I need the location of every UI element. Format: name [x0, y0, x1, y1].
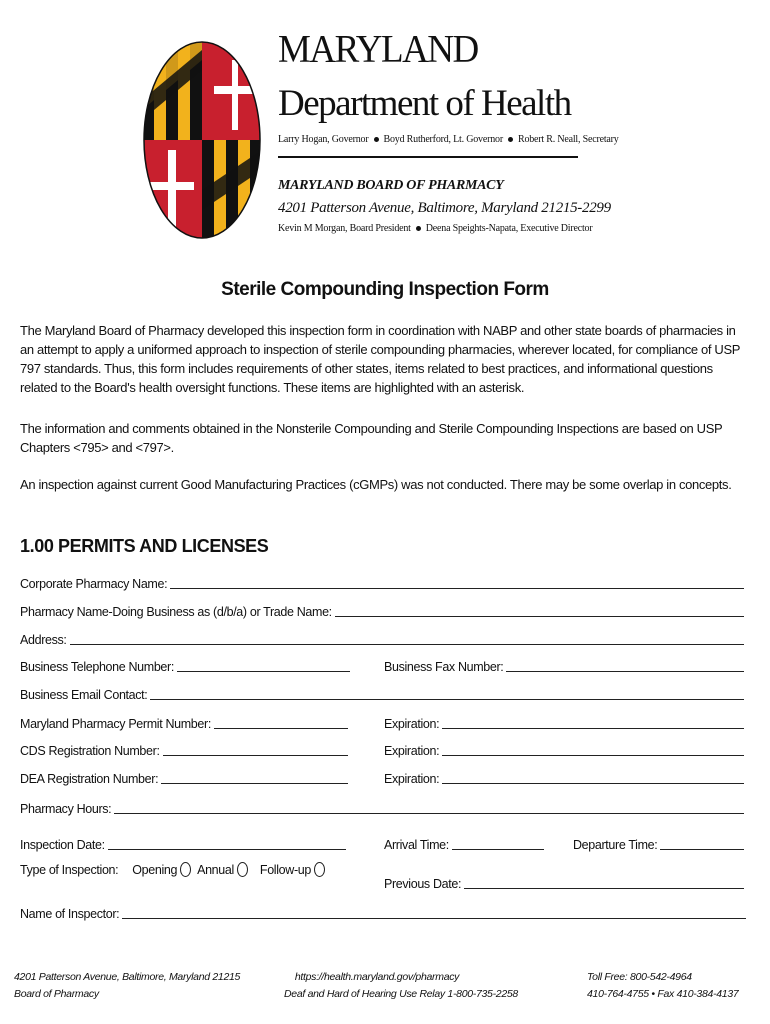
maryland-seal-logo	[142, 40, 262, 240]
field-label: Name of Inspector:	[20, 907, 120, 921]
bullet-icon	[374, 137, 379, 142]
field-label: Corporate Pharmacy Name:	[20, 577, 168, 591]
arrival-time-field[interactable]	[384, 832, 544, 852]
dba-name-input[interactable]	[335, 603, 744, 617]
field-label: Previous Date:	[384, 877, 462, 891]
inspection-type-follow-up[interactable]: Follow-up	[260, 862, 325, 877]
footer-relay: Deaf and Hard of Hearing Use Relay 1-800-735-2258	[284, 988, 518, 1000]
field-label: Business Fax Number:	[384, 660, 504, 674]
field-label: Business Email Contact:	[20, 688, 148, 702]
field-label: Business Telephone Number:	[20, 660, 174, 674]
governor: Larry Hogan, Governor	[278, 134, 369, 145]
previous-date-input[interactable]	[464, 875, 744, 889]
field-label: Address:	[20, 633, 67, 647]
inspector-field[interactable]	[20, 901, 746, 921]
fax-field[interactable]	[384, 654, 744, 674]
bullet-icon	[508, 137, 513, 142]
hours-input[interactable]	[114, 800, 744, 814]
footer-phone-fax: 410-764-4755 • Fax 410-384-4137	[587, 988, 739, 1000]
corporate-name-input[interactable]	[170, 575, 744, 589]
fax-input[interactable]	[506, 658, 744, 672]
radio-follow-up[interactable]	[314, 862, 325, 877]
radio-annual[interactable]	[237, 862, 248, 877]
footer-right	[587, 969, 738, 1003]
section-title: 1.00 PERMITS AND LICENSES	[20, 536, 269, 556]
field-label: CDS Registration Number:	[20, 744, 160, 758]
radio-opening[interactable]	[180, 862, 191, 877]
footer-address: 4201 Patterson Avenue, Baltimore, Maryland 21215	[14, 971, 241, 983]
field-label: Inspection Date:	[20, 838, 105, 852]
corporate-name-field[interactable]	[20, 571, 744, 591]
previous-date-field[interactable]	[384, 871, 744, 891]
intro-paragraph: The Maryland Board of Pharmacy developed this inspection form in coordination with NABP and other state boards of pharmacies in an attempt to apply a uniformed approach to inspection of sterile compounding pharmacies, wherever located, for compliance of USP 797 standards. Thus, this form includes requirements of other states, items related to best practices, and informational questions related to the Board's health oversight functions. These items are highlighted with an asterisk.	[20, 323, 740, 395]
cds-field[interactable]	[20, 738, 348, 758]
field-label: Departure Time:	[573, 838, 658, 852]
officials-line	[278, 134, 619, 145]
field-label: Expiration:	[384, 717, 440, 731]
field-label: Pharmacy Name-Doing Business as (d/b/a) or Trade Name:	[20, 605, 332, 619]
footer-toll-free: Toll Free: 800-542-4964	[587, 971, 692, 983]
inspection-type-annual[interactable]: Annual	[197, 862, 248, 877]
header-title: MARYLAND	[278, 27, 478, 71]
field-label: Expiration:	[384, 744, 440, 758]
hours-field[interactable]	[20, 796, 744, 816]
lt-governor: Boyd Rutherford, Lt. Governor	[383, 134, 503, 145]
footer-center	[284, 969, 518, 1003]
field-label: Type of Inspection:	[20, 862, 119, 877]
md-permit-input[interactable]	[214, 715, 348, 729]
header-divider	[278, 156, 578, 158]
departure-time-field[interactable]	[573, 832, 744, 852]
board-address: 4201 Patterson Avenue, Baltimore, Maryland 21215-2299	[278, 200, 611, 216]
inspection-date-field[interactable]	[20, 832, 346, 852]
address-input[interactable]	[70, 631, 744, 645]
header-subtitle: Department of Health	[278, 83, 571, 124]
field-label: Expiration:	[384, 772, 440, 786]
board-president: Kevin M Morgan, Board President	[278, 223, 411, 234]
dea-expiration-input[interactable]	[442, 770, 744, 784]
dea-expiration-field[interactable]	[384, 766, 744, 786]
cgmp-paragraph: An inspection against current Good Manufacturing Practices (cGMPs) was not conducted. There may be some overlap in concepts.	[20, 477, 732, 492]
info-paragraph: The information and comments obtained in the Nonsterile Compounding and Sterile Compounding Inspections are based on USP Chapters <795> and <797>.	[20, 421, 723, 455]
phone-input[interactable]	[177, 658, 350, 672]
md-permit-expiration-field[interactable]	[384, 711, 744, 731]
board-name: MARYLAND BOARD OF PHARMACY	[278, 178, 504, 193]
executive-director: Deena Speights-Napata, Executive Director	[425, 223, 593, 234]
secretary: Robert R. Neall, Secretary	[517, 134, 619, 145]
md-permit-field[interactable]	[20, 711, 348, 731]
cds-input[interactable]	[163, 742, 348, 756]
board-people-line	[278, 223, 593, 234]
phone-field[interactable]	[20, 654, 350, 674]
dea-input[interactable]	[161, 770, 348, 784]
field-label: Maryland Pharmacy Permit Number:	[20, 717, 211, 731]
bullet-icon	[416, 226, 421, 231]
arrival-time-input[interactable]	[452, 836, 544, 850]
form-title: Sterile Compounding Inspection Form	[221, 279, 549, 300]
footer-left	[14, 969, 240, 1003]
md-permit-expiration-input[interactable]	[442, 715, 744, 729]
inspector-input[interactable]	[122, 905, 746, 919]
email-field[interactable]	[20, 682, 744, 702]
dba-name-field[interactable]	[20, 599, 744, 619]
footer-org: Board of Pharmacy	[14, 988, 99, 1000]
inspection-date-input[interactable]	[108, 836, 346, 850]
dea-field[interactable]	[20, 766, 348, 786]
departure-time-input[interactable]	[660, 836, 744, 850]
cds-expiration-field[interactable]	[384, 738, 744, 758]
inspection-type-opening[interactable]: Opening	[132, 862, 191, 877]
email-input[interactable]	[150, 686, 744, 700]
field-label: Pharmacy Hours:	[20, 802, 112, 816]
cds-expiration-input[interactable]	[442, 742, 744, 756]
field-label: Arrival Time:	[384, 838, 449, 852]
footer-url[interactable]: https://health.maryland.gov/pharmacy	[294, 971, 460, 983]
field-label: DEA Registration Number:	[20, 772, 159, 786]
address-field[interactable]	[20, 627, 744, 647]
inspection-type-group	[20, 862, 325, 877]
